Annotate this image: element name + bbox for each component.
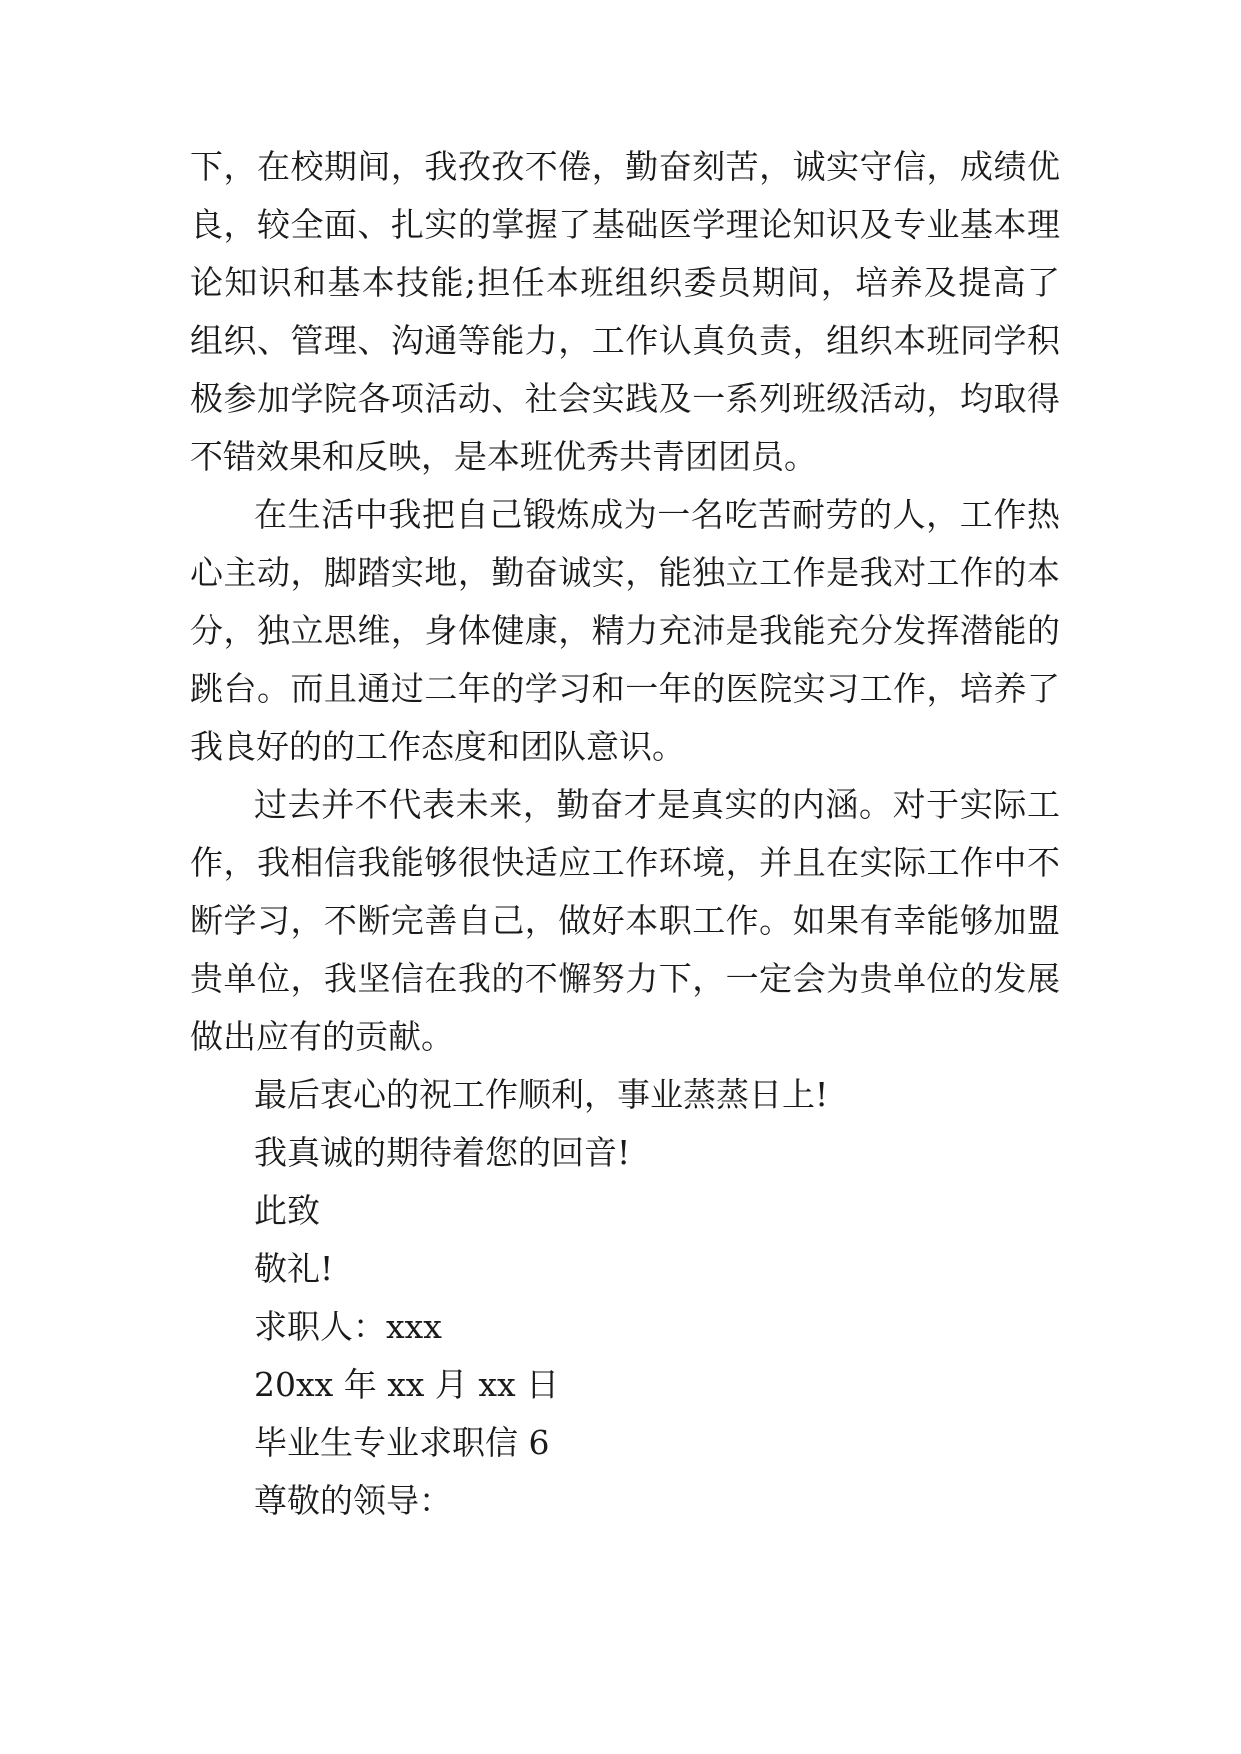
- paragraph-2-line-3: 分，独立思维，身体健康，精力充沛是我能充分发挥潜能的: [190, 611, 1060, 650]
- paragraph-2-line-4: 跳台。而且通过二年的学习和一年的医院实习工作，培养了: [190, 669, 1060, 708]
- paragraph-1-line-3: 论知识和基本技能;担任本班组织委员期间，培养及提高了: [190, 263, 1060, 302]
- closing-expectation: 我真诚的期待着您的回音!: [254, 1133, 631, 1172]
- paragraph-3-line-4: 贵单位，我坚信在我的不懈努力下，一定会为贵单位的发展: [190, 959, 1060, 998]
- paragraph-1-line-4: 组织、管理、沟通等能力，工作认真负责，组织本班同学积: [190, 321, 1060, 360]
- salutation-cizhi: 此致: [254, 1191, 320, 1230]
- paragraph-1-line-2: 良，较全面、扎实的掌握了基础医学理论知识及专业基本理: [190, 205, 1060, 244]
- paragraph-3-line-2: 作，我相信我能够很快适应工作环境，并且在实际工作中不: [190, 843, 1060, 882]
- paragraph-3-line-5: 做出应有的贡献。: [190, 1017, 454, 1056]
- paragraph-1-line-6: 不错效果和反映，是本班优秀共青团团员。: [190, 437, 817, 476]
- paragraph-1-line-1: 下，在校期间，我孜孜不倦，勤奋刻苦，诚实守信，成绩优: [190, 147, 1060, 186]
- letter-date: 20xx 年 xx 月 xx 日: [254, 1365, 560, 1404]
- paragraph-2-line-5: 我良好的的工作态度和团队意识。: [190, 727, 685, 766]
- paragraph-3-line-1: 过去并不代表未来，勤奋才是真实的内涵。对于实际工: [254, 785, 1060, 824]
- salutation-jingli: 敬礼!: [254, 1249, 334, 1288]
- paragraph-2-line-1: 在生活中我把自己锻炼成为一名吃苦耐劳的人，工作热: [254, 495, 1060, 534]
- next-letter-title: 毕业生专业求职信 6: [254, 1423, 550, 1462]
- paragraph-2-line-2: 心主动，脚踏实地，勤奋诚实，能独立工作是我对工作的本: [190, 553, 1060, 592]
- closing-wishes: 最后衷心的祝工作顺利，事业蒸蒸日上!: [254, 1075, 829, 1114]
- paragraph-1-line-5: 极参加学院各项活动、社会实践及一系列班级活动，均取得: [190, 379, 1060, 418]
- next-letter-greeting: 尊敬的领导：: [254, 1481, 452, 1520]
- paragraph-3-line-3: 断学习，不断完善自己，做好本职工作。如果有幸能够加盟: [190, 901, 1060, 940]
- applicant-name: 求职人：xxx: [254, 1307, 442, 1346]
